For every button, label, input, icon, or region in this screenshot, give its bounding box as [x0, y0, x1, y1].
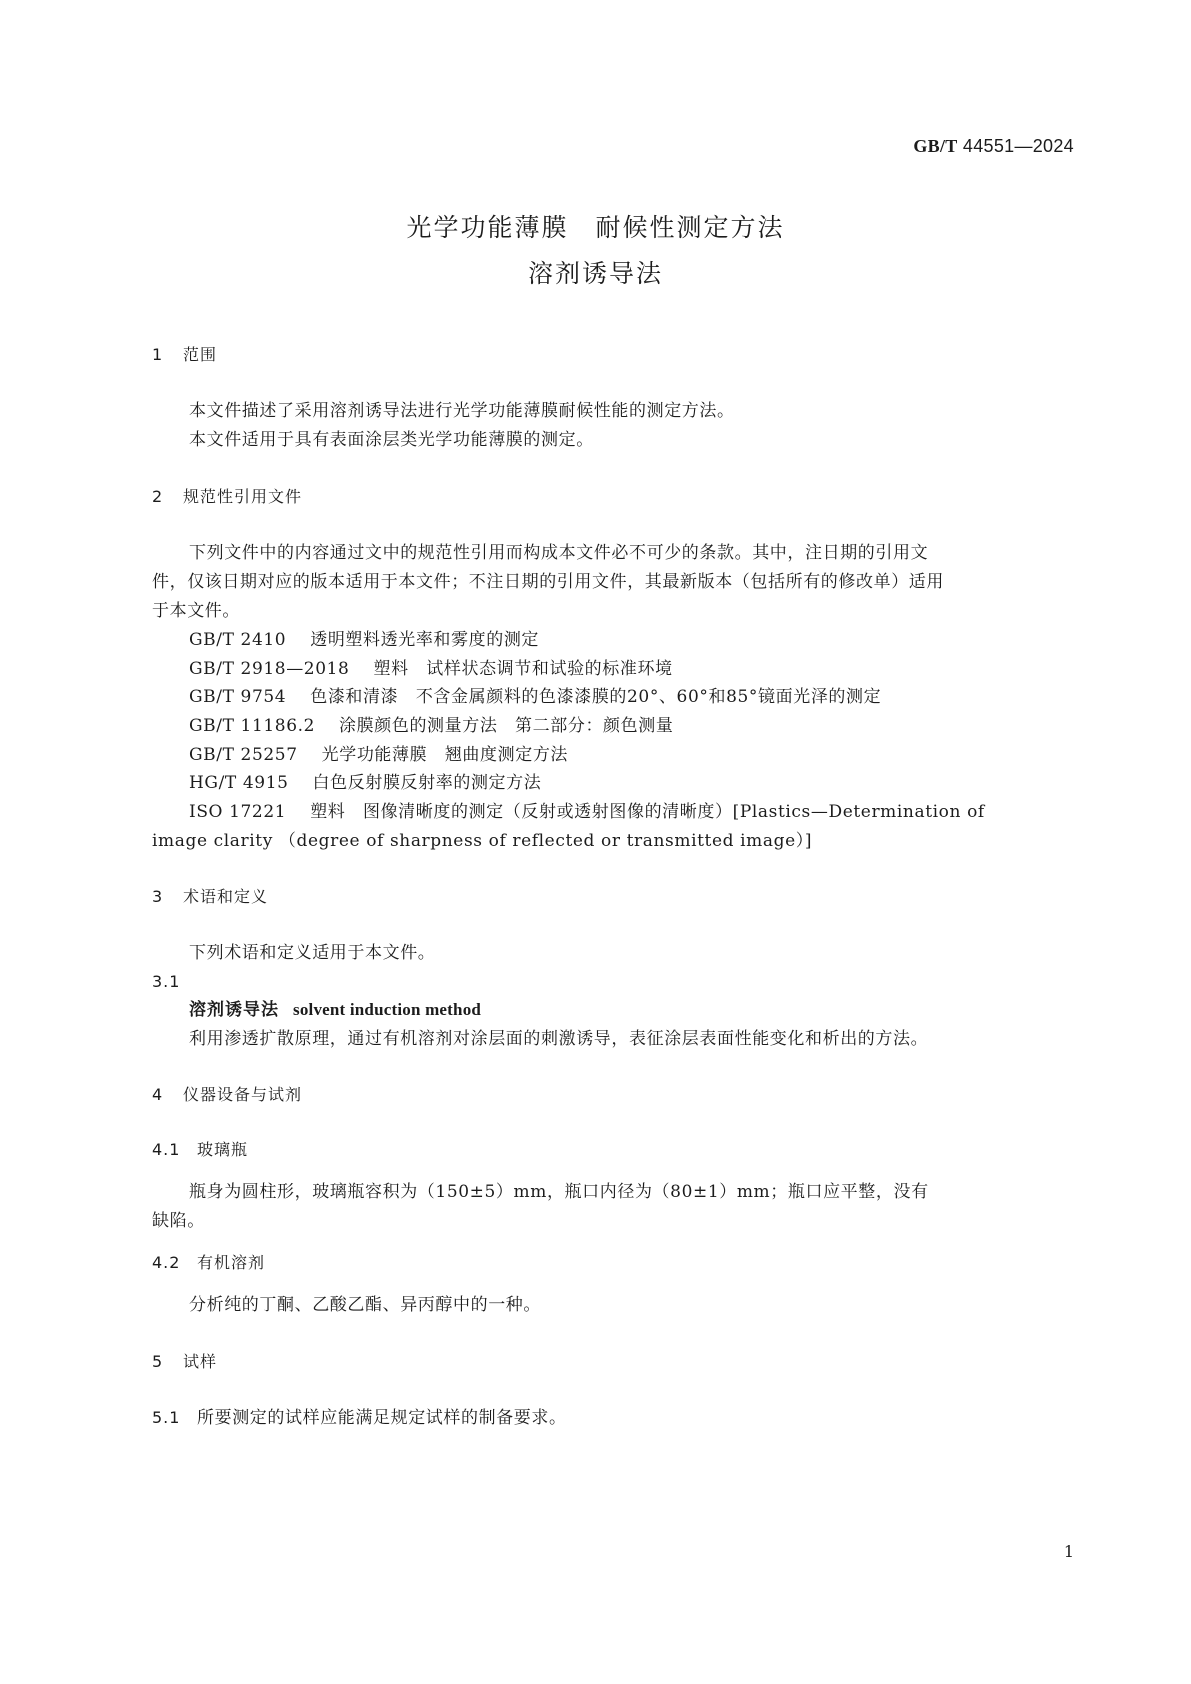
- section-3-intro: 下列术语和定义适用于本文件。: [189, 943, 436, 963]
- section-1-paragraph-1: 本文件描述了采用溶剂诱导法进行光学功能薄膜耐候性能的测定方法。: [189, 401, 735, 421]
- subsection-4-2-heading: [152, 1250, 265, 1273]
- section-1-heading: [152, 342, 217, 365]
- section-2-intro-line1: 下列文件中的内容通过文中的规范性引用而构成本文件必不可少的条款。其中，注日期的引用文: [189, 543, 929, 563]
- clause-text: 所要测定的试样应能满足规定试样的制备要求。: [197, 1408, 567, 1428]
- document-title-line2: 溶剂诱导法: [527, 259, 663, 288]
- reference-code: GB/T 25257: [189, 745, 298, 765]
- standard-code: [913, 136, 1074, 157]
- section-number: 5: [152, 1352, 164, 1371]
- reference-code: GB/T 2918—2018: [189, 659, 350, 679]
- section-4-heading: [152, 1082, 302, 1105]
- section-title: 术语和定义: [183, 887, 269, 906]
- page-number: 1: [1063, 1542, 1074, 1561]
- reference-item: [189, 768, 541, 798]
- section-number: 1: [152, 345, 164, 364]
- reference-continuation: image clarity （degree of sharpness of reflected or transmitted image）]: [152, 831, 813, 851]
- reference-item: [189, 682, 881, 712]
- section-number: 3: [152, 887, 164, 906]
- subsection-4-2-text: 分析纯的丁酮、乙酸乙酯、异丙醇中的一种。: [189, 1295, 541, 1315]
- subsection-4-1-heading: [152, 1137, 248, 1160]
- section-title: 范围: [183, 345, 218, 364]
- clause-5-1: [152, 1403, 567, 1428]
- term-definition: 利用渗透扩散原理，通过有机溶剂对涂层面的刺激诱导，表征涂层表面性能变化和析出的方法。: [189, 1029, 929, 1049]
- section-title: 仪器设备与试剂: [183, 1085, 303, 1104]
- reference-item: [189, 797, 985, 827]
- section-5-heading: [152, 1349, 217, 1372]
- reference-item: [189, 740, 568, 770]
- reference-title: 塑料 图像清晰度的测定（反射或透射图像的清晰度）[Plastics—Determination of: [310, 802, 985, 822]
- reference-title: 透明塑料透光率和雾度的测定: [310, 630, 540, 650]
- reference-code: GB/T 11186.2: [189, 716, 316, 736]
- subsection-4-1-line1: 瓶身为圆柱形，玻璃瓶容积为（150±5）mm，瓶口内径为（80±1）mm；瓶口应平整，没有: [189, 1182, 929, 1202]
- subsection-title: 有机溶剂: [197, 1253, 266, 1272]
- reference-code: ISO 17221: [189, 802, 287, 822]
- section-1-paragraph-2: 本文件适用于具有表面涂层类光学功能薄膜的测定。: [189, 430, 594, 450]
- reference-code: GB/T 9754: [189, 687, 287, 707]
- reference-item: [189, 625, 539, 655]
- subsection-4-1-line2: 缺陷。: [152, 1211, 205, 1231]
- subsection-number: 4.1: [152, 1140, 181, 1159]
- standard-prefix: GB/T: [913, 136, 958, 156]
- section-number: 4: [152, 1085, 164, 1104]
- section-2-intro-line2: 件，仅该日期对应的版本适用于本文件；不注日期的引用文件，其最新版本（包括所有的修改单）适用: [152, 572, 944, 592]
- section-title: 规范性引用文件: [183, 487, 303, 506]
- section-3-heading: [152, 884, 268, 907]
- section-number: 2: [152, 487, 164, 506]
- reference-title: 塑料 试样状态调节和试验的标准环境: [373, 659, 673, 679]
- section-title: 试样: [183, 1352, 218, 1371]
- clause-number: 5.1: [152, 1408, 181, 1427]
- document-title-line1: 光学功能薄膜 耐候性测定方法: [406, 213, 785, 242]
- term-number: 3.1: [152, 972, 181, 991]
- reference-title: 白色反射膜反射率的测定方法: [312, 773, 542, 793]
- reference-code: HG/T 4915: [189, 773, 289, 793]
- section-2-heading: [152, 484, 302, 507]
- section-2-intro-line3: 于本文件。: [152, 601, 240, 621]
- subsection-number: 4.2: [152, 1253, 181, 1272]
- term-chinese: 溶剂诱导法: [189, 1000, 279, 1020]
- reference-title: 光学功能薄膜 翘曲度测定方法: [321, 745, 569, 765]
- reference-item: [189, 711, 673, 741]
- reference-code: GB/T 2410: [189, 630, 287, 650]
- subsection-title: 玻璃瓶: [197, 1140, 249, 1159]
- term-entry: [189, 995, 481, 1025]
- reference-item: [189, 654, 673, 684]
- standard-number: 44551—2024: [962, 136, 1074, 156]
- reference-title: 涂膜颜色的测量方法 第二部分：颜色测量: [339, 716, 674, 736]
- reference-title: 色漆和清漆 不含金属颜料的色漆漆膜的20°、60°和85°镜面光泽的测定: [310, 687, 882, 707]
- term-english: solvent induction method: [293, 1000, 482, 1019]
